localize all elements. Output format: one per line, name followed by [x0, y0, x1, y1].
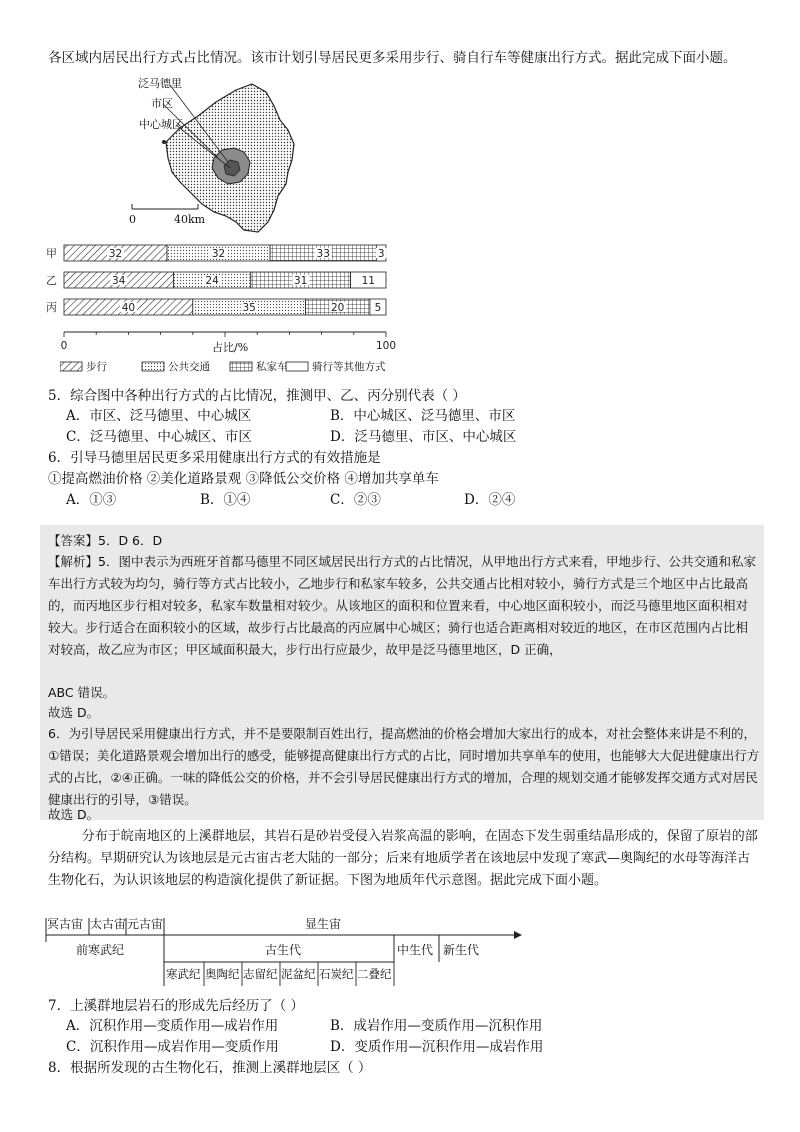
period-carboniferous: 石炭纪: [319, 967, 354, 981]
value-label: 5: [374, 302, 382, 314]
analysis-q6: 6．为引导居民采用健康出行方式，并不是要限制百姓出行，提高燃油的价格会增加大家出行的成本，对社会整体来讲是不利的，①错误；美化道路景观会增加出行的感受，能够提高健康出行方式的占比，同时增加共享单车的使用，也能够大大促进健康出行方式的占比，②④正确。一味的降低公交的价格，并不会引导居民健康出行方式的增加，合理的规划交通才能够发挥交通方式对居民健康出行的引导，③错误。: [48, 726, 760, 807]
value-label: 20: [331, 302, 345, 314]
eon-proterozoic: 元古宙: [127, 917, 164, 931]
legend-label-car: 私家车: [256, 361, 288, 373]
x-tick-label: 100: [375, 340, 397, 352]
q8-stem: 8．根据所发现的古生物化石，推测上溪群地层区（ ）: [48, 1060, 372, 1076]
value-label: 3: [377, 248, 385, 260]
q6-stem: 6．引导马德里居民更多采用健康出行方式的有效措施是: [48, 450, 381, 466]
q6-measures: ①提高燃油价格 ②美化道路景观 ③降低公交价格 ④增加共享单车: [48, 471, 439, 487]
era-paleozoic: 古生代: [265, 943, 302, 957]
q5-option-b: B．中心城区、泛马德里、市区: [330, 408, 516, 424]
value-label: 11: [361, 275, 375, 287]
era-mesozoic: 中生代: [397, 943, 434, 957]
period-cambrian: 寒武纪: [166, 967, 201, 981]
legend-swatch-bus: [142, 362, 164, 371]
analysis-abc-wrong: ABC 错误。: [48, 685, 116, 700]
q7-option-d: D．变质作用—沉积作用—成岩作用: [330, 1039, 544, 1055]
value-label: 40: [121, 302, 136, 314]
legend-label-walk: 步行: [86, 361, 107, 373]
period-silurian: 志留纪: [243, 967, 278, 981]
q7-option-a: A．沉积作用—变质作用—成岩作用: [66, 1018, 279, 1034]
legend-swatch-walk: [60, 362, 82, 371]
map-label-central: 中心城区: [139, 118, 183, 131]
intro-text: 各区域内居民出行方式占比情况。该市计划引导居民更多采用步行、骑自行车等健康出行方式。据此完成下面小题。: [48, 50, 737, 66]
value-label: 33: [316, 248, 330, 260]
q7-option-b: B．成岩作用—变质作用—沉积作用: [330, 1018, 543, 1034]
legend-label-bus: 公共交通: [168, 361, 210, 373]
precambrian-label: 前寒武纪: [76, 943, 125, 957]
legend-swatch-car: [230, 362, 252, 371]
eon-hadean: 冥古宙: [47, 917, 84, 931]
passage-2: 分布于皖南地区的上溪群地层，其岩石是砂岩受侵入岩浆高温的影响，在固态下发生弱重结晶形成的，保留了原岩的部分结构。早期研究认为该地层是元古宙古老大陆的一部分；后来有地质学者在该地层中发现了寒武—奥陶纪的水母等海洋古生物化石，为认识该地层的构造演化提供了新证据。下图为地质年代示意图。据此完成下面小题。: [48, 829, 758, 888]
x-tick-label: 0: [60, 340, 68, 352]
map-label-greater-madrid: 泛马德里: [138, 77, 182, 90]
chart-xlabel: 占比/%: [212, 341, 249, 354]
value-label: 35: [242, 302, 256, 314]
value-label: 32: [211, 248, 226, 260]
value-label: 34: [112, 275, 126, 287]
q6-option-c: C．②③: [330, 492, 381, 508]
q5-option-c: C．泛马德里、中心城区、市区: [66, 429, 252, 445]
legend-swatch-bike: [286, 362, 308, 371]
analysis-q5-pick: 故选 D。: [48, 705, 100, 720]
period-ordovician: 奥陶纪: [205, 967, 240, 981]
era-cenozoic: 新生代: [443, 943, 480, 957]
q5-option-a: A．市区、泛马德里、中心城区: [66, 408, 252, 424]
q6-option-d: D．②④: [464, 492, 516, 508]
period-permian: 二叠纪: [357, 967, 392, 981]
map-label-city: 市区: [151, 97, 173, 110]
category-label: 甲: [46, 247, 57, 260]
value-label: 31: [293, 275, 308, 287]
legend-label-bike: 骑行等其他方式: [312, 361, 386, 373]
q6-option-b: B．①④: [200, 492, 251, 508]
q6-option-a: A．①③: [66, 492, 117, 508]
value-label: 24: [205, 275, 219, 287]
eon-phanerozoic: 显生宙: [305, 917, 342, 931]
value-label: 32: [108, 248, 123, 260]
q7-stem: 7．上溪群地层岩石的形成先后经历了（ ）: [48, 998, 304, 1014]
period-devonian: 泥盆纪: [281, 967, 316, 981]
category-label: 丙: [46, 301, 57, 314]
q7-option-c: C．沉积作用—成岩作用—变质作用: [66, 1039, 279, 1055]
answer-line: 【答案】5．D 6．D: [48, 533, 163, 548]
map-scale-zero: 0: [129, 213, 136, 226]
analysis-q5: 【解析】5．图中表示为西班牙首都马德里不同区域居民出行方式的占比情况，从甲地出行方式来看，甲地步行、公共交通和私家车出行方式较为均匀，骑行等方式占比较小，乙地步行和私家车较多，公共交通占比相对较小，骑行方式是三个地区中占比最高的，而丙地区步行相对较多，私家车数量相对较少。从该地区的面积和位置来看，中心地区面积较小，而泛马德里地区面积相对较大。步行适合在面积较小的区域，故步行占比最高的丙应属中心城区；骑行也适合距离相对较近的地区，在市区范围内占比相对较高，故乙应为市区；甲区域面积最大，步行出行应最少，故甲是泛马德里地区，D 正确，: [48, 554, 756, 657]
map-scale-distance: 40km: [174, 213, 206, 226]
q5-option-d: D．泛马德里、市区、中心城区: [330, 429, 517, 445]
madrid-map: [118, 72, 308, 240]
q5-stem: 5．综合图中各种出行方式的占比情况，推测甲、乙、丙分别代表（ ）: [48, 388, 466, 404]
category-label: 乙: [46, 274, 57, 287]
analysis-q6-pick: 故选 D。: [48, 807, 100, 822]
eon-archean: 太古宙: [90, 917, 127, 931]
